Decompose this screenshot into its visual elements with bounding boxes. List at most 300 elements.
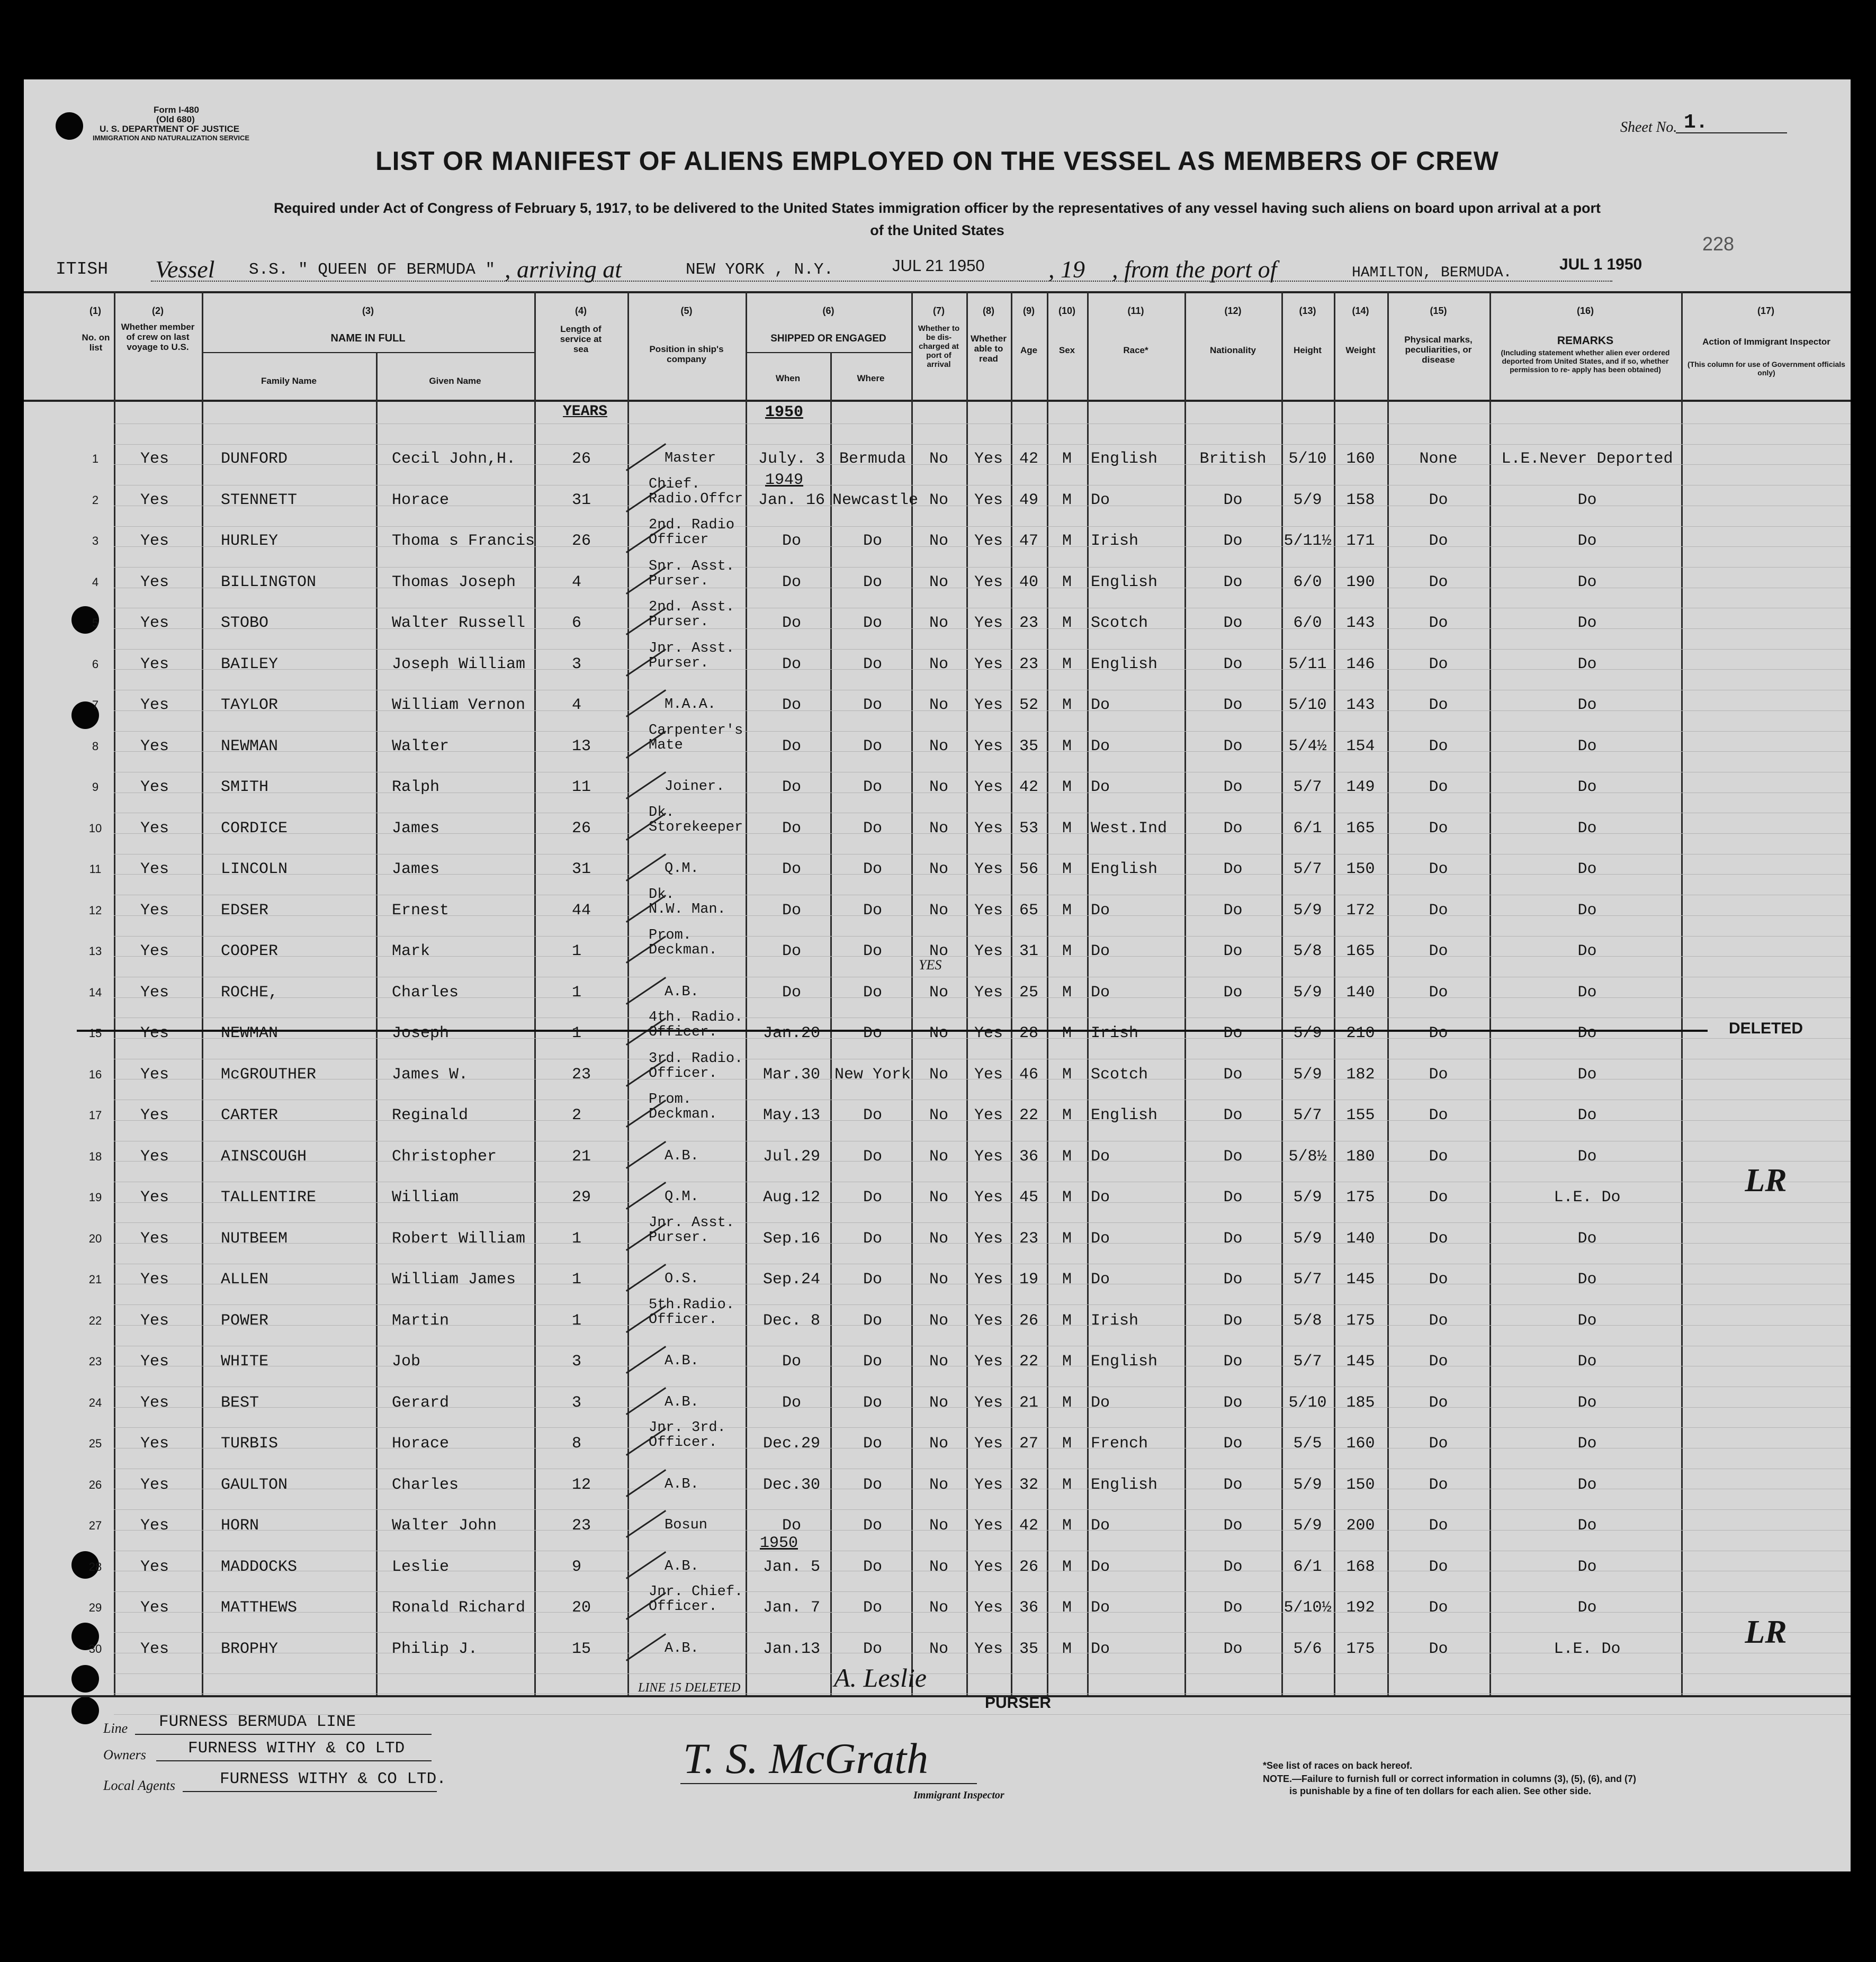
cell-sex: M (1062, 1271, 1072, 1289)
cell-ht: 5/10 (1288, 1393, 1327, 1412)
cell-no: 20 (88, 1231, 102, 1245)
position-line: O.S. (665, 1271, 699, 1287)
header-name-in-full: NAME IN FULL (330, 332, 406, 344)
departure-port: HAMILTON, BERMUDA. (1352, 265, 1512, 281)
cell-where: Do (863, 1147, 882, 1166)
cell-position (665, 697, 716, 712)
cell-where: Do (863, 737, 882, 755)
col-number: (17) (1757, 305, 1774, 316)
position-line: Officer. (649, 1599, 717, 1615)
cell-read: Yes (974, 860, 1003, 878)
cell-no: 22 (88, 1313, 102, 1327)
cell-marks: Do (1429, 1393, 1448, 1412)
cell-no: 26 (88, 1478, 102, 1491)
cell-race: English (1091, 860, 1158, 878)
cell-no: 17 (88, 1109, 102, 1122)
header-weight: Weight (1345, 345, 1376, 355)
cell-marks: Do (1429, 1311, 1448, 1330)
arrival-date-stamp: JUL 21 1950 (892, 256, 985, 275)
cell-age: 40 (1019, 573, 1038, 591)
cell-position (665, 985, 699, 1000)
header-height: Height (1294, 345, 1322, 355)
cell-nat: Do (1223, 1271, 1243, 1289)
cell-sex: M (1062, 1517, 1072, 1535)
cell-read: Yes (974, 1599, 1003, 1617)
cell-age: 22 (1019, 1106, 1038, 1124)
position-line: A.B. (665, 1558, 699, 1574)
cell-family: HURLEY (221, 532, 279, 550)
cell-race: Do (1091, 778, 1110, 796)
cell-last: Yes (140, 1353, 169, 1371)
cell-svc: 29 (572, 1189, 591, 1207)
position-line: A.B. (665, 1394, 699, 1410)
position-line: Prom. (649, 928, 692, 943)
cell-svc: 1 (572, 1229, 582, 1248)
cell-last: Yes (140, 1147, 169, 1166)
cell-wt: 185 (1346, 1393, 1375, 1412)
cell-given: William (392, 1189, 459, 1207)
header-inspector-note: (This column for use of Government officials only) (1687, 360, 1845, 377)
cell-marks: Do (1429, 1640, 1448, 1658)
cell-age: 25 (1019, 983, 1038, 1002)
cell-nat: Do (1223, 1599, 1243, 1617)
stamp-number: 228 (1702, 233, 1735, 255)
cell-ht: 5/8 (1293, 1311, 1322, 1330)
cell-wt: 172 (1346, 901, 1375, 920)
cell-wt: 158 (1346, 491, 1375, 509)
cell-no: 27 (88, 1519, 102, 1532)
cell-age: 47 (1019, 532, 1038, 550)
cell-family: ALLEN (221, 1271, 269, 1289)
cell-dis: No (929, 491, 948, 509)
cell-when: Do (782, 942, 801, 960)
cell-given: Gerard (392, 1393, 450, 1412)
col-number: (3) (362, 305, 374, 316)
cell-ht: 5/11 (1288, 655, 1327, 673)
cell-svc: 1 (572, 1271, 582, 1289)
cell-ht: 5/7 (1293, 1271, 1322, 1289)
cell-race: Irish (1091, 532, 1139, 550)
position-line: 2nd. Asst. (649, 599, 735, 615)
cell-remarks: Do (1577, 942, 1597, 960)
cell-no: 3 (92, 534, 99, 547)
cell-sex: M (1062, 573, 1072, 591)
cell-remarks: Do (1577, 1435, 1597, 1453)
position-line: Officer (649, 532, 709, 548)
cell-given: Ralph (392, 778, 440, 796)
cell-svc: 8 (572, 1435, 582, 1453)
col-number: (15) (1430, 305, 1447, 316)
cell-position (665, 1518, 707, 1533)
cell-position (649, 723, 743, 753)
position-line: Deckman. (649, 1106, 717, 1122)
header-inspector-action: Action of Immigrant Inspector (1702, 337, 1830, 347)
cell-read: Yes (974, 1024, 1003, 1042)
cell-race: Do (1091, 737, 1110, 755)
cell-no: 19 (88, 1191, 102, 1204)
cell-position (665, 1477, 699, 1492)
cell-position (665, 1641, 699, 1656)
cell-age: 56 (1019, 860, 1038, 878)
cell-svc: 31 (572, 491, 591, 509)
header-able-to-read: Whether able to read (971, 334, 1007, 364)
fine-note: is punishable by a fine of ten dollars for each alien. See other side. (1289, 1786, 1592, 1796)
cell-position (665, 1559, 699, 1574)
header-age: Age (1020, 345, 1038, 355)
position-line: Radio.Offcr (649, 491, 743, 507)
cell-last: Yes (140, 1065, 169, 1084)
position-line: Jnr. Chief. (649, 1584, 743, 1600)
vessel-label: Vessel (155, 256, 215, 283)
cell-wt: 175 (1346, 1311, 1375, 1330)
cell-svc: 26 (572, 450, 591, 468)
cell-sex: M (1062, 1024, 1072, 1042)
cell-dis: No (929, 450, 948, 468)
cell-age: 23 (1019, 655, 1038, 673)
cell-dis: No (929, 614, 948, 632)
cell-marks: Do (1429, 491, 1448, 509)
cell-remarks: Do (1577, 1024, 1597, 1042)
cell-nat: Do (1223, 614, 1243, 632)
cell-dis: No (929, 860, 948, 878)
cell-read: Yes (974, 1271, 1003, 1289)
cell-sex: M (1062, 1229, 1072, 1248)
cell-last: Yes (140, 1558, 169, 1576)
cell-svc: 4 (572, 573, 582, 591)
local-agents-value: FURNESS WITHY & CO LTD. (220, 1770, 446, 1788)
races-note: *See list of races on back hereof. (1263, 1760, 1413, 1771)
cell-sex: M (1062, 819, 1072, 838)
cell-family: POWER (221, 1311, 269, 1330)
cell-given: William Vernon (392, 696, 526, 714)
cell-sex: M (1062, 901, 1072, 920)
cell-svc: 6 (572, 614, 582, 632)
cell-sex: M (1062, 450, 1072, 468)
cell-nat: Do (1223, 819, 1243, 838)
cell-last: Yes (140, 614, 169, 632)
cell-given: Leslie (392, 1558, 450, 1576)
cell-given: Mark (392, 942, 430, 960)
cell-marks: Do (1429, 1189, 1448, 1207)
cell-marks: Do (1429, 655, 1448, 673)
cell-where: Do (863, 1024, 882, 1042)
cell-marks: Do (1429, 1599, 1448, 1617)
position-line: Master (665, 451, 716, 466)
cell-position (665, 1395, 699, 1410)
cell-race: English (1091, 1106, 1158, 1124)
position-line: Officer. (649, 1065, 717, 1082)
cell-remarks: Do (1577, 1393, 1597, 1412)
cell-wt: 146 (1346, 655, 1375, 673)
cell-given: Walter (392, 737, 450, 755)
col-number: (12) (1224, 305, 1242, 316)
cell-age: 36 (1019, 1147, 1038, 1166)
cell-wt: 143 (1346, 614, 1375, 632)
cell-remarks: Do (1577, 778, 1597, 796)
cell-no: 7 (92, 698, 99, 712)
cell-given: James (392, 819, 440, 838)
col-number: (5) (680, 305, 693, 316)
cell-where: Do (863, 778, 882, 796)
cell-wt: 210 (1346, 1024, 1375, 1042)
cell-remarks: L.E. Do (1554, 1640, 1621, 1658)
ruled-line (114, 1427, 1851, 1428)
cell-nat: Do (1223, 1106, 1243, 1124)
cell-where: Do (863, 532, 882, 550)
cell-remarks: L.E. Do (1554, 1189, 1621, 1207)
header-last-voyage: Whether member of crew on last voyage to U.S. (121, 322, 195, 352)
cell-read: Yes (974, 737, 1003, 755)
cell-last: Yes (140, 942, 169, 960)
header-race: Race* (1123, 345, 1148, 355)
header-shipped-engaged: SHIPPED OR ENGAGED (770, 333, 886, 344)
cell-race: Do (1091, 1229, 1110, 1248)
cell-sex: M (1062, 1393, 1072, 1412)
cell-read: Yes (974, 1106, 1003, 1124)
cell-given: James (392, 860, 440, 878)
manifest-sheet (24, 79, 1851, 1871)
cell-no: 21 (88, 1273, 102, 1286)
cell-marks: Do (1429, 1435, 1448, 1453)
vessel-name: S.S. " QUEEN OF BERMUDA " (249, 260, 496, 279)
cell-ht: 5/10 (1288, 696, 1327, 714)
year-1950-note: 1950 (760, 1534, 798, 1552)
cell-read: Yes (974, 1558, 1003, 1576)
cell-marks: Do (1429, 1106, 1448, 1124)
cell-position (649, 805, 743, 835)
cell-wt: 165 (1346, 942, 1375, 960)
year-prefix: , 19 (1048, 256, 1085, 283)
cell-ht: 5/7 (1293, 1353, 1322, 1371)
cell-when: July. 3 (758, 450, 825, 468)
position-line: Dk. (649, 886, 675, 903)
cell-wt: 160 (1346, 450, 1375, 468)
form-number: Form I-480 (154, 105, 199, 115)
cell-read: Yes (974, 491, 1003, 509)
cell-no: 8 (92, 739, 99, 753)
cell-family: NEWMAN (221, 1024, 279, 1042)
cell-ht: 6/1 (1293, 1558, 1322, 1576)
ruled-line (114, 1222, 1851, 1223)
cell-last: Yes (140, 1229, 169, 1248)
cell-when: Jan. 5 (762, 1558, 821, 1576)
cell-given: Robert William (392, 1229, 526, 1248)
cell-ht: 5/9 (1293, 1475, 1322, 1494)
page-title: LIST OR MANIFEST OF ALIENS EMPLOYED ON THE VESSEL AS MEMBERS OF CREW (375, 146, 1499, 176)
header-bottom-border (24, 400, 1851, 402)
owners-label: Owners (103, 1747, 146, 1762)
cell-svc: 31 (572, 860, 591, 878)
line-15-strikethrough (77, 1030, 1708, 1032)
cell-sex: M (1062, 696, 1072, 714)
cell-last: Yes (140, 901, 169, 920)
cell-dis: No (929, 1599, 948, 1617)
header-when: When (775, 373, 801, 383)
cell-where: Do (863, 1271, 882, 1289)
cell-no: 4 (92, 575, 99, 589)
subtitle-line-1: Required under Act of Congress of February 5, 1917, to be delivered to the United States immigration officer by the representatives of any vessel having such aliens on board upon arrival at a port (273, 200, 1601, 216)
cell-dis: No (929, 696, 948, 714)
punch-hole (71, 1665, 99, 1693)
cell-dis: No (929, 737, 948, 755)
cell-ht: 5/10½ (1283, 1599, 1332, 1617)
cell-remarks: Do (1577, 1599, 1597, 1617)
cell-position (649, 600, 734, 629)
cell-family: TALLENTIRE (221, 1189, 317, 1207)
cell-ht: 5/10 (1288, 450, 1327, 468)
col-number: (2) (152, 305, 164, 316)
cell-ht: 5/7 (1293, 778, 1322, 796)
cell-read: Yes (974, 1353, 1003, 1371)
cell-ht: 6/0 (1293, 573, 1322, 591)
failure-note: NOTE.—Failure to furnish full or correct information in columns (3), (5), (6), and (7) (1263, 1774, 1637, 1784)
cell-age: 53 (1019, 819, 1038, 838)
cell-svc: 26 (572, 819, 591, 838)
col-number: (16) (1576, 305, 1594, 316)
position-line: Deckman. (649, 942, 717, 958)
cell-sex: M (1062, 942, 1072, 960)
cell-when: Do (782, 532, 801, 550)
cell-given: Job (392, 1353, 421, 1371)
name-subheader-rule (202, 352, 534, 353)
cell-given: James W. (392, 1065, 469, 1084)
cell-where: Do (863, 901, 882, 920)
position-line: Officer. (649, 1435, 717, 1451)
arriving-label: , arriving at (505, 256, 622, 283)
cell-svc: 1 (572, 942, 582, 960)
cell-position (649, 1298, 734, 1327)
cell-dis: No (929, 1435, 948, 1453)
cell-marks: Do (1429, 1475, 1448, 1494)
cell-age: 42 (1019, 778, 1038, 796)
cell-nat: Do (1223, 737, 1243, 755)
cell-sex: M (1062, 491, 1072, 509)
cell-race: Do (1091, 491, 1110, 509)
year-1949-note: 1949 (765, 471, 804, 489)
cell-race: Scotch (1091, 614, 1148, 632)
cell-dis: No (929, 1065, 948, 1084)
cell-sex: M (1062, 1558, 1072, 1576)
cell-family: STENNETT (221, 491, 298, 509)
owners-rule (156, 1760, 432, 1761)
owners-value: FURNESS WITHY & CO LTD (188, 1739, 405, 1758)
position-line: 2nd. Radio (649, 517, 735, 533)
cell-when: Dec.29 (762, 1435, 821, 1453)
ruled-line (114, 1673, 1851, 1674)
cell-age: 42 (1019, 1517, 1038, 1535)
cell-last: Yes (140, 1393, 169, 1412)
years-label: YEARS (563, 403, 608, 420)
cell-no: 9 (92, 780, 99, 794)
cell-nat: Do (1223, 942, 1243, 960)
cell-position (665, 451, 716, 466)
cell-where: Do (863, 860, 882, 878)
cell-wt: 145 (1346, 1271, 1375, 1289)
vessel-line-rule (151, 281, 1612, 282)
cell-svc: 3 (572, 655, 582, 673)
cell-race: French (1091, 1435, 1148, 1453)
cell-age: 23 (1019, 614, 1038, 632)
cell-age: 36 (1019, 1599, 1038, 1617)
cell-read: Yes (974, 532, 1003, 550)
cell-sex: M (1062, 1599, 1072, 1617)
cell-race: Do (1091, 1189, 1110, 1207)
cell-age: 45 (1019, 1189, 1038, 1207)
cell-ht: 5/9 (1293, 1189, 1322, 1207)
cell-age: 26 (1019, 1558, 1038, 1576)
cell-svc: 12 (572, 1475, 591, 1494)
cell-family: TAYLOR (221, 696, 279, 714)
cell-ht: 6/1 (1293, 819, 1322, 838)
cell-read: Yes (974, 1311, 1003, 1330)
subtitle-line-2: of the United States (870, 222, 1004, 238)
cell-given: Cecil John,H. (392, 450, 516, 468)
cell-nat: Do (1223, 1393, 1243, 1412)
cell-nat: Do (1223, 1189, 1243, 1207)
cell-marks: Do (1429, 819, 1448, 838)
cell-sex: M (1062, 778, 1072, 796)
cell-ht: 5/9 (1293, 491, 1322, 509)
cell-age: 26 (1019, 1311, 1038, 1330)
position-line: 3rd. Radio. (649, 1050, 743, 1067)
header-position: Position in ship's company (649, 344, 724, 364)
cell-position (649, 1010, 743, 1040)
position-line: A.B. (665, 1476, 699, 1492)
cell-nat: Do (1223, 1517, 1243, 1535)
cell-no: 15 (88, 1027, 102, 1040)
position-line: Q.M. (665, 861, 699, 877)
cell-marks: Do (1429, 1024, 1448, 1042)
cell-where: Do (863, 1558, 882, 1576)
cell-ht: 6/0 (1293, 614, 1322, 632)
cell-read: Yes (974, 1189, 1003, 1207)
cell-given: Reginald (392, 1106, 469, 1124)
cell-wt: 168 (1346, 1558, 1375, 1576)
cell-nat: Do (1223, 491, 1243, 509)
cell-read: Yes (974, 1229, 1003, 1248)
cell-given: William James (392, 1271, 516, 1289)
col-number: (1) (89, 305, 101, 316)
position-line: Chief. (649, 476, 701, 492)
cell-remarks: Do (1577, 573, 1597, 591)
cell-when: Do (782, 655, 801, 673)
cell-wt: 180 (1346, 1147, 1375, 1166)
cell-family: STOBO (221, 614, 269, 632)
cell-nat: Do (1223, 860, 1243, 878)
position-line: Officer. (649, 1311, 717, 1328)
cell-when: Jul.29 (762, 1147, 821, 1166)
punch-hole (56, 112, 83, 140)
cell-when: Jan.13 (762, 1640, 821, 1658)
cell-nat: Do (1223, 778, 1243, 796)
cell-age: 46 (1019, 1065, 1038, 1084)
cell-svc: 4 (572, 696, 582, 714)
cell-given: Joseph (392, 1024, 450, 1042)
cell-dis: No (929, 1229, 948, 1248)
col-number: (8) (983, 305, 994, 316)
cell-when: Mar.30 (762, 1065, 821, 1084)
inspector-signature: T. S. McGrath (683, 1734, 929, 1783)
sheet-number-rule (1676, 132, 1787, 133)
cell-last: Yes (140, 983, 169, 1002)
departure-date-stamp: JUL 1 1950 (1559, 256, 1642, 273)
cell-when: Do (782, 696, 801, 714)
cell-sex: M (1062, 737, 1072, 755)
header-discharged: Whether to be dis- charged at port of arrival (918, 324, 960, 369)
col-number: (6) (822, 305, 834, 316)
cell-dis: No (929, 1475, 948, 1494)
cell-read: Yes (974, 778, 1003, 796)
